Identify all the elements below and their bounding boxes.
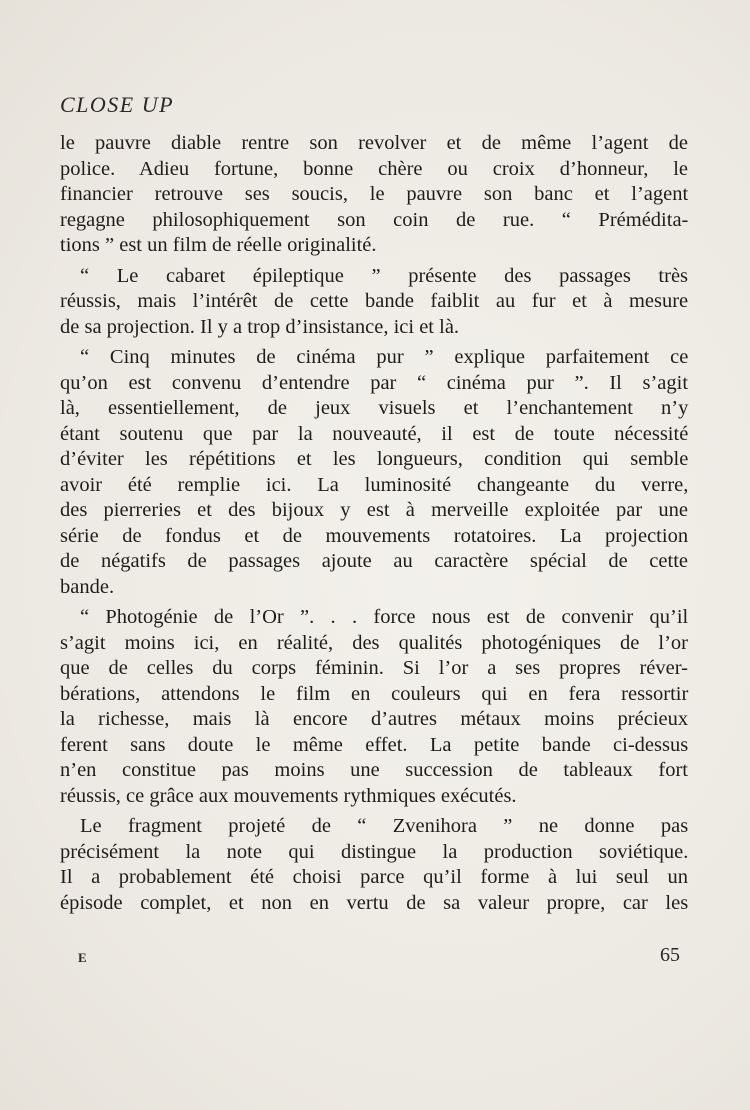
text-line: “ Photogénie de l’Or ”. . . force nous est de convenir qu’il: [80, 606, 689, 628]
text-line: Le fragment projeté de “ Zvenihora ” ne donne pas: [80, 815, 689, 837]
text-line: qu’on est convenu d’entendre par “ cinéma pur ”. Il s’agit: [60, 371, 689, 394]
paragraph: [60, 814, 688, 916]
text-line: financier retrouve ses soucis, le pauvre son banc et l’agent: [60, 183, 689, 205]
text-line: Il a probablement été choisi parce qu’il forme à lui seul un: [60, 866, 688, 888]
text-line: s’agit moins ici, en réalité, des qualités photogéniques de l’or: [60, 631, 688, 654]
text-line: là, essentiellement, de jeux visuels et l’enchantement n’y: [60, 397, 689, 419]
text-line: que de celles du corps féminin. Si l’or a ses propres réver-: [60, 657, 688, 679]
body-text: [60, 131, 688, 916]
paragraph: [60, 605, 688, 809]
text-line: “ Cinq minutes de cinéma pur ” explique parfaitement ce: [80, 346, 689, 368]
text-line: avoir été remplie ici. La luminosité changeante du verre,: [60, 473, 689, 496]
signature-mark: E: [78, 950, 87, 965]
paragraph: [60, 345, 688, 600]
text-line: bérations, attendons le film en couleurs qui en fera ressortir: [60, 682, 689, 705]
text-line: réussis, mais l’intérêt de cette bande faiblit au fur et à mesure: [60, 290, 689, 312]
text-line: série de fondus et de mouvements rotatoires. La projection: [60, 524, 689, 547]
text-line: précisément la note qui distingue la production soviétique.: [60, 840, 689, 863]
text-line: le pauvre diable rentre son revolver et de même l’agent de: [60, 132, 688, 154]
text-line: étant soutenu que par la nouveauté, il est de toute nécessité: [60, 422, 689, 445]
text-line: de sa projection. Il y a trop d’insistance, ici et là.: [60, 315, 460, 338]
text-line: tions ” est un film de réelle originalité.: [60, 234, 377, 256]
text-line: “ Le cabaret épileptique ” présente des passages très: [80, 264, 689, 287]
paragraph: [60, 264, 688, 341]
text-line: épisode complet, et non en vertu de sa valeur propre, car les: [60, 891, 689, 914]
text-line: la richesse, mais là encore d’autres métaux moins précieux: [60, 708, 689, 730]
text-line: ferent sans doute le même effet. La petite bande ci-dessus: [60, 733, 689, 756]
running-header: CLOSE UP: [60, 92, 175, 117]
text-line: n’en constitue pas moins une succession de tableaux fort: [60, 759, 688, 781]
text-line: réussis, ce grâce aux mouvements rythmiques exécutés.: [60, 784, 517, 807]
text-line: regagne philosophiquement son coin de rue. “ Prémédita-: [60, 208, 689, 231]
text-line: d’éviter les répétitions et les longueurs, condition qui semble: [60, 448, 689, 470]
page-number: 65: [660, 944, 680, 966]
text-line: des pierreries et des bijoux y est à merveille exploitée par une: [60, 499, 689, 521]
text-line: police. Adieu fortune, bonne chère ou croix d’honneur, le: [60, 157, 688, 180]
text-line: bande.: [60, 575, 115, 598]
text-line: de négatifs de passages ajoute au caractère spécial de cette: [60, 550, 688, 572]
paragraph: [60, 131, 688, 259]
